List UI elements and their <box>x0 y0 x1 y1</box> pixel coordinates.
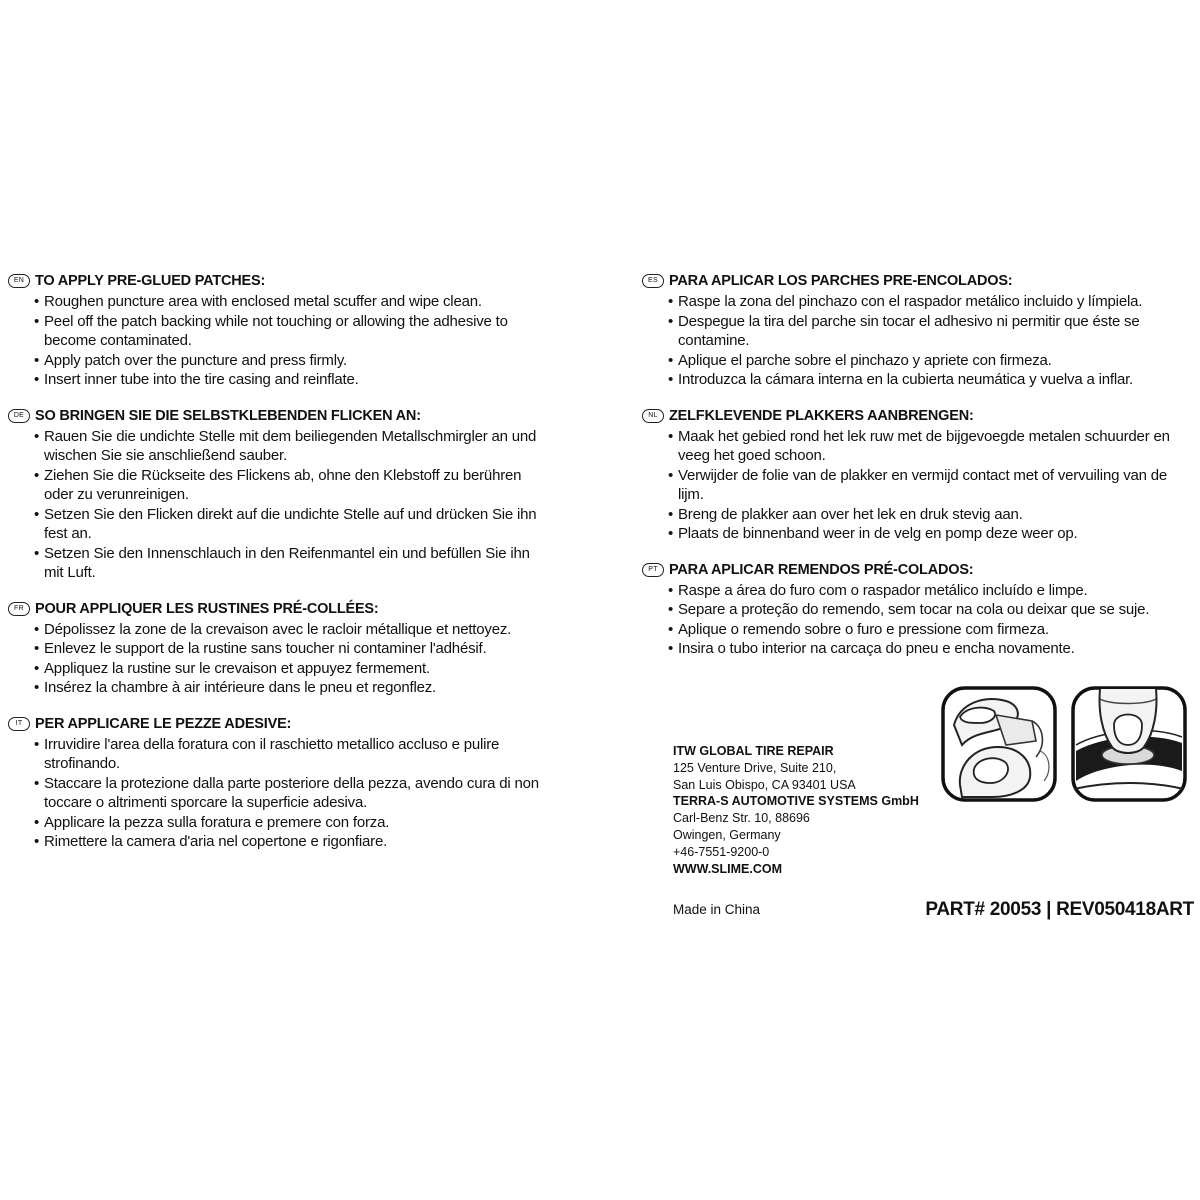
eu-address-line-1: Carl-Benz Str. 10, 88696 <box>673 811 810 826</box>
instruction-section-es <box>642 270 1187 390</box>
instruction-step: • Insira o tubo interior na carcaça do pneu e encha novamente. <box>668 639 1187 659</box>
language-badge: DE <box>8 409 30 423</box>
instruction-step: • Dépolissez la zone de la crevaison avec le racloir métallique et nettoyez. <box>34 620 548 640</box>
language-badge: FR <box>8 602 30 616</box>
instruction-step: • Despegue la tira del parche sin tocar el adhesivo ni permitir que éste se contamine. <box>668 312 1187 351</box>
instruction-step: • Raspe la zona del pinchazo con el raspador metálico incluido y límpiela. <box>668 292 1187 312</box>
instruction-step: • Introduzca la cámara interna en la cubierta neumática y vuelva a inflar. <box>668 370 1187 390</box>
section-title: SO BRINGEN SIE DIE SELBSTKLEBENDEN FLICKEN AN: <box>35 407 421 424</box>
website-link[interactable]: WWW.SLIME.COM <box>673 861 783 876</box>
instruction-step: • Aplique el parche sobre el pinchazo y apriete con firmeza. <box>668 351 1187 371</box>
section-header <box>8 405 548 427</box>
instruction-step: • Setzen Sie den Innenschlauch in den Reifenmantel ein und befüllen Sie ihn mit Luft. <box>34 544 548 583</box>
instruction-step: • Ziehen Sie die Rückseite des Flickens ab, ohne den Klebstoff zu berühren oder zu verunreinigen. <box>34 466 548 505</box>
section-header <box>642 270 1187 292</box>
press-patch-illustration <box>1070 685 1188 803</box>
language-badge: ES <box>642 274 664 288</box>
instruction-step: • Staccare la protezione dalla parte posteriore della pezza, avendo cura di non toccare o altrimenti sporcare la superficie adesiva. <box>34 774 548 813</box>
instruction-step: • Raspe a área do furo com o raspador metálico incluído e limpe. <box>668 581 1187 601</box>
instruction-step: • Plaats de binnenband weer in de velg en pomp deze weer op. <box>668 524 1187 544</box>
company-info <box>673 743 973 877</box>
instruction-section-it <box>8 713 548 852</box>
language-badge: NL <box>642 409 664 423</box>
instruction-section-de <box>8 405 548 583</box>
instruction-step: • Rimettere la camera d'aria nel copertone e rigonfiare. <box>34 832 548 852</box>
instruction-step: • Insérez la chambre à air intérieure dans le pneu et regonflez. <box>34 678 548 698</box>
instruction-step: • Maak het gebied rond het lek ruw met de bijgevoegde metalen schuurder en veeg het goed schoon. <box>668 427 1187 466</box>
language-badge: EN <box>8 274 30 288</box>
section-title: TO APPLY PRE-GLUED PATCHES: <box>35 273 266 289</box>
made-in-label: Made in China <box>673 902 761 917</box>
instruction-section-en <box>8 270 548 390</box>
section-title: PER APPLICARE LE PEZZE ADESIVE: <box>35 715 292 732</box>
instruction-step: • Appliquez la rustine sur le crevaison et appuyez fermement. <box>34 659 548 679</box>
instruction-step: • Enlevez le support de la rustine sans toucher ni contaminer l'adhésif. <box>34 639 548 659</box>
section-title: ZELFKLEVENDE PLAKKERS AANBRENGEN: <box>669 407 974 424</box>
instruction-section-nl <box>642 405 1187 544</box>
instruction-step: • Aplique o remendo sobre o furo e pressione com firmeza. <box>668 620 1187 640</box>
instruction-step: • Separe a proteção do remendo, sem tocar na cola ou deixar que se suje. <box>668 600 1187 620</box>
instruction-step: • Peel off the patch backing while not touching or allowing the adhesive to become contaminated. <box>34 312 548 351</box>
instruction-list <box>8 735 548 852</box>
section-header <box>8 713 548 735</box>
instruction-step: • Apply patch over the puncture and press firmly. <box>34 351 548 371</box>
instruction-step: • Verwijder de folie van de plakker en vermijd contact met of vervuiling van de lijm. <box>668 466 1187 505</box>
right-instructions-column <box>642 270 1187 674</box>
us-address-line-2: San Luis Obispo, CA 93401 USA <box>673 777 856 792</box>
instruction-list <box>642 581 1187 659</box>
instruction-step: • Roughen puncture area with enclosed metal scuffer and wipe clean. <box>34 292 548 312</box>
language-badge: IT <box>8 717 30 731</box>
us-address-line-1: 125 Venture Drive, Suite 210, <box>673 760 837 775</box>
section-header <box>8 270 548 292</box>
instruction-step: • Irruvidire l'area della foratura con il raschietto metallico accluso e pulire strofinando. <box>34 735 548 774</box>
section-title: PARA APLICAR LOS PARCHES PRE-ENCOLADOS: <box>669 273 1013 289</box>
instruction-list <box>8 620 548 698</box>
eu-company-name: TERRA-S AUTOMOTIVE SYSTEMS GmbH <box>673 794 919 809</box>
instruction-step: • Setzen Sie den Flicken direkt auf die undichte Stelle auf und drücken Sie ihn fest an. <box>34 505 548 544</box>
instruction-list <box>642 292 1187 390</box>
instruction-section-pt <box>642 559 1187 659</box>
instruction-list <box>642 427 1187 544</box>
instruction-step: • Rauen Sie die undichte Stelle mit dem beiliegenden Metallschmirgler an und wischen Sie sie anschließend sauber. <box>34 427 548 466</box>
section-title: POUR APPLIQUER LES RUSTINES PRÉ-COLLÉES: <box>35 600 379 617</box>
section-title: PARA APLICAR REMENDOS PRÉ-COLADOS: <box>669 561 974 578</box>
instruction-step: • Insert inner tube into the tire casing and reinflate. <box>34 370 548 390</box>
instruction-section-fr <box>8 598 548 698</box>
instruction-list <box>8 427 548 583</box>
eu-address-line-2: Owingen, Germany <box>673 827 781 842</box>
instruction-list <box>8 292 548 390</box>
section-header <box>642 559 1187 581</box>
instruction-step: • Breng de plakker aan over het lek en druk stevig aan. <box>668 505 1187 525</box>
us-company-name: ITW GLOBAL TIRE REPAIR <box>673 744 834 758</box>
section-header <box>8 598 548 620</box>
left-instructions-column <box>8 270 548 867</box>
language-badge: PT <box>642 563 664 577</box>
phone-number: +46-7551-9200-0 <box>673 844 770 859</box>
instruction-step: • Applicare la pezza sulla foratura e premere con forza. <box>34 813 548 833</box>
part-number: PART# 20053 | REV050418ART <box>925 899 1194 920</box>
section-header <box>642 405 1187 427</box>
